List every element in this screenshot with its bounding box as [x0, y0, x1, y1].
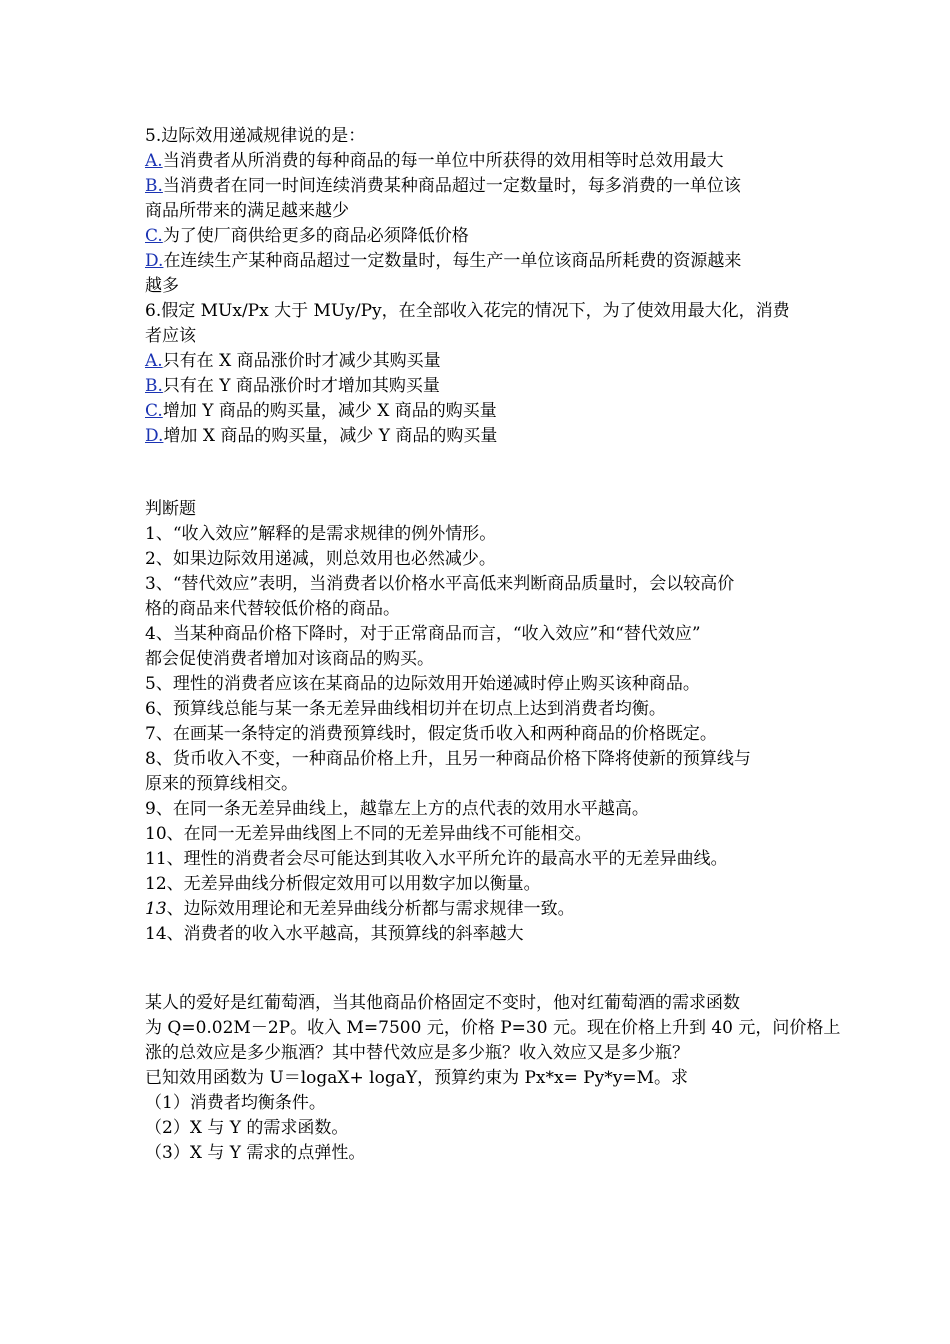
- q6-option-c-letter[interactable]: C.: [145, 401, 163, 421]
- q5-option-a: A.当消费者从所消费的每种商品的每一单位中所获得的效用相等时总效用最大: [145, 151, 724, 171]
- judge-item-13: 13、边际效用理论和无差异曲线分析都与需求规律一致。: [145, 899, 575, 919]
- q5-option-d: D.在连续生产某种商品超过一定数量时，每生产一单位该商品所耗费的资源越来: [145, 251, 742, 271]
- judge-item: 2、如果边际效用递减，则总效用也必然减少。: [145, 549, 496, 569]
- q6-option-c: C.增加 Y 商品的购买量，减少 X 商品的购买量: [145, 401, 497, 421]
- q6-option-b: B.只有在 Y 商品涨价时才增加其购买量: [145, 376, 440, 396]
- question-6-cont: 者应该: [145, 326, 196, 346]
- q5-option-b: B.当消费者在同一时间连续消费某种商品超过一定数量时，每多消费的一单位该: [145, 176, 741, 196]
- judge-title: 判断题: [145, 499, 196, 519]
- calc-line: 某人的爱好是红葡萄酒，当其他商品价格固定不变时，他对红葡萄酒的需求函数: [145, 993, 740, 1013]
- calc-line: （2）X 与 Y 的需求函数。: [145, 1118, 349, 1138]
- q6-option-d: D.增加 X 商品的购买量，减少 Y 商品的购买量: [145, 426, 498, 446]
- document-page: [145, 124, 841, 1166]
- judge-item: 11、理性的消费者会尽可能达到其收入水平所允许的最高水平的无差异曲线。: [145, 849, 728, 869]
- judge-item: 3、“替代效应”表明，当消费者以价格水平高低来判断商品质量时，会以较高价: [145, 574, 735, 594]
- judge-item: 14、消费者的收入水平越高，其预算线的斜率越大: [145, 924, 524, 944]
- calc-line: 涨的总效应是多少瓶酒？其中替代效应是多少瓶？收入效应又是多少瓶？: [145, 1043, 689, 1063]
- q5-option-b-letter[interactable]: B.: [145, 176, 163, 196]
- question-5: 5.边际效用递减规律说的是：: [145, 126, 366, 146]
- judge-item: 1、“收入效应”解释的是需求规律的例外情形。: [145, 524, 497, 544]
- judge-item: 原来的预算线相交。: [145, 774, 298, 794]
- q5-option-d-letter[interactable]: D.: [145, 251, 164, 271]
- calc-line: 已知效用函数为 U＝logaX+ logaY，预算约束为 Px*x= Py*y=M。求: [145, 1068, 689, 1088]
- judge-item: 7、在画某一条特定的消费预算线时，假定货币收入和两种商品的价格既定。: [145, 724, 717, 744]
- q5-option-c-letter[interactable]: C.: [145, 226, 163, 246]
- calc-line: （1）消费者均衡条件。: [145, 1093, 326, 1113]
- q6-option-a-letter[interactable]: A.: [145, 351, 163, 371]
- question-6: 6.假定 MUx/Px 大于 MUy/Py，在全部收入花完的情况下，为了使效用最大化，消费: [145, 301, 790, 321]
- judge-item: 6、预算线总能与某一条无差异曲线相切并在切点上达到消费者均衡。: [145, 699, 666, 719]
- spacer: [145, 449, 815, 497]
- judge-item: 9、在同一条无差异曲线上，越靠左上方的点代表的效用水平越高。: [145, 799, 649, 819]
- q5-option-c: C.为了使厂商供给更多的商品必须降低价格: [145, 226, 469, 246]
- judge-item: 10、在同一无差异曲线图上不同的无差异曲线不可能相交。: [145, 824, 592, 844]
- q6-option-a: A.只有在 X 商品涨价时才减少其购买量: [145, 351, 441, 371]
- calc-line: （3）X 与 Y 需求的点弹性。: [145, 1143, 366, 1163]
- judge-item-13-number: 13: [145, 899, 167, 919]
- q5-option-b-cont: 商品所带来的满足越来越少: [145, 201, 349, 221]
- calc-line: 为 Q=0.02M－2P。收入 M=7500 元，价格 P=30 元。现在价格上升到 40 元，问价格上: [145, 1018, 841, 1038]
- q5-option-d-cont: 越多: [145, 276, 179, 296]
- judge-item: 12、无差异曲线分析假定效用可以用数字加以衡量。: [145, 874, 541, 894]
- spacer: [145, 947, 815, 991]
- judge-item: 5、理性的消费者应该在某商品的边际效用开始递减时停止购买该种商品。: [145, 674, 700, 694]
- judge-item: 8、货币收入不变，一种商品价格上升，且另一种商品价格下降将使新的预算线与: [145, 749, 751, 769]
- judge-item: 都会促使消费者增加对该商品的购买。: [145, 649, 434, 669]
- q5-option-a-letter[interactable]: A.: [145, 151, 163, 171]
- judge-item: 格的商品来代替较低价格的商品。: [145, 599, 400, 619]
- q6-option-d-letter[interactable]: D.: [145, 426, 164, 446]
- q6-option-b-letter[interactable]: B.: [145, 376, 163, 396]
- judge-item: 4、当某种商品价格下降时，对于正常商品而言，“收入效应”和“替代效应”: [145, 624, 701, 644]
